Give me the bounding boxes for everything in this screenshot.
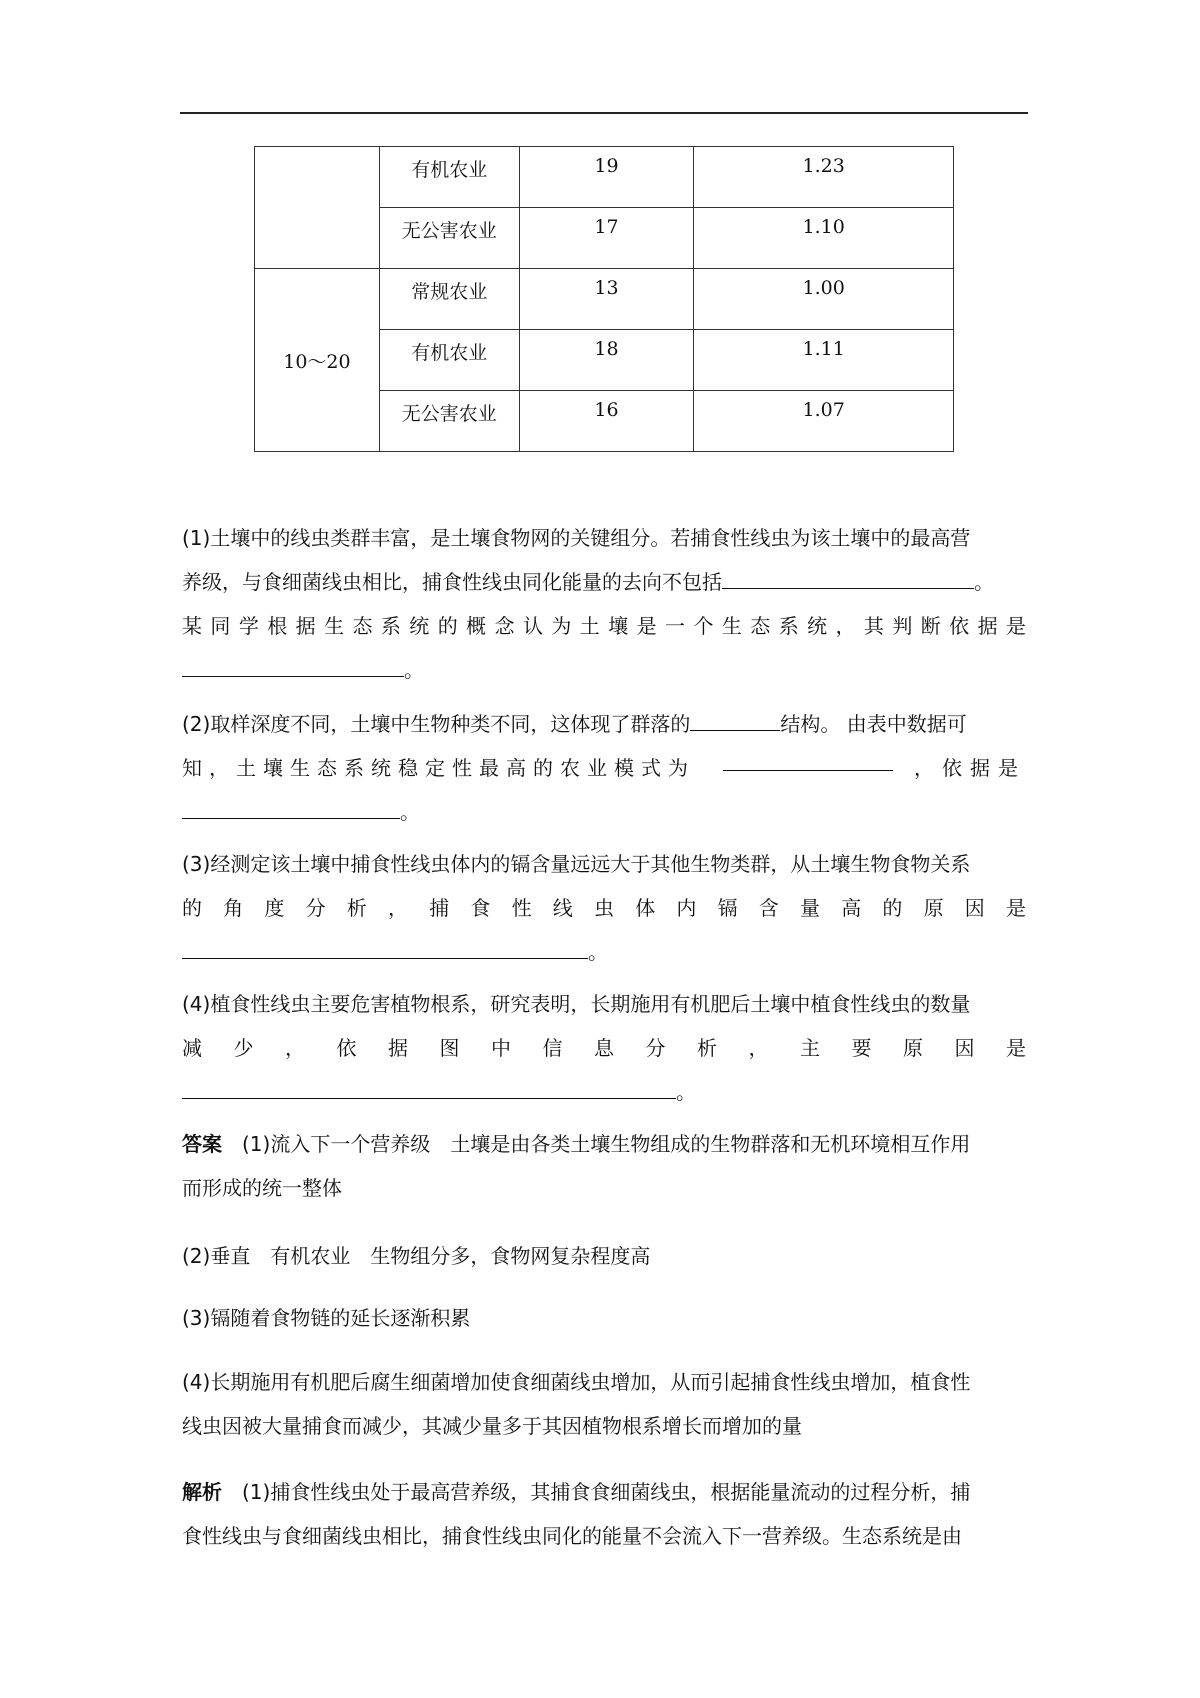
index-cell: 1.11 [694,330,954,391]
index-cell: 1.07 [694,391,954,452]
analysis-block [182,1470,1026,1558]
question-2-line-3: 。 [182,790,1026,834]
question-1-line-1: (1)土壤中的线虫类群丰富，是土壤食物网的关键组分。若捕食性线虫为该土壤中的最高营 [182,526,971,550]
analysis-line-1: 解析 (1)捕食性线虫处于最高营养级，其捕食食细菌线虫，根据能量流动的过程分析，捕 [182,1480,971,1504]
answer-4 [182,1360,1026,1448]
depth-cell: 10～20 [255,269,380,452]
question-3-line-3: 。 [182,930,1026,974]
depth-cell [255,147,380,269]
index-cell: 1.10 [694,208,954,269]
answer-blank [182,934,588,959]
answer-blank [723,746,893,771]
mode-cell: 无公害农业 [379,208,519,269]
question-2-line-1: (2)取样深度不同，土壤中生物种类不同，这体现了群落的 结构。 由表中数据可 [182,702,1026,746]
question-4-line-2: 减少，依据图中信息分析，主要原因是 [182,1036,1026,1060]
question-4-line-1: (4)植食性线虫主要危害植物根系，研究表明，长期施用有机肥后土壤中植食性线虫的数量 [182,992,971,1016]
question-2 [182,702,1026,834]
mode-cell: 有机农业 [379,330,519,391]
question-3-line-1: (3)经测定该土壤中捕食性线虫体内的镉含量远远大于其他生物类群，从土壤生物食物关系 [182,852,971,876]
answer-4-line-2: 线虫因被大量捕食而减少，其减少量多于其因植物根系增长而增加的量 [182,1414,802,1438]
index-cell: 1.23 [694,147,954,208]
species-cell: 17 [519,208,694,269]
question-3 [182,842,1026,974]
question-1-line-4: 。 [182,648,1026,692]
table-row [255,269,954,330]
answer-2-line: (2)垂直 有机农业 生物组分多，食物网复杂程度高 [182,1244,651,1268]
answer-label: 答案 [182,1132,222,1156]
answer-line-2: 而形成的统一整体 [182,1176,342,1200]
answer-blank [182,1074,676,1099]
table-row [255,147,954,208]
analysis-label: 解析 [182,1480,222,1504]
answer-blank [182,652,404,677]
answer-block [182,1122,1026,1210]
question-3-line-2: 的角度分析，捕食性线虫体内镉含量高的原因是 [182,896,1026,920]
mode-cell: 有机农业 [379,147,519,208]
species-cell: 18 [519,330,694,391]
answer-line-1: 答案 (1)流入下一个营养级 土壤是由各类土壤生物组成的生物群落和无机环境相互作用 [182,1132,971,1156]
answer-4-line-1: (4)长期施用有机肥后腐生细菌增加使食细菌线虫增加，从而引起捕食性线虫增加，植食性 [182,1370,971,1394]
data-table [254,146,954,452]
mode-cell: 无公害农业 [379,391,519,452]
question-4-line-3: 。 [182,1070,1026,1114]
question-1-line-2: 养级，与食细菌线虫相比，捕食性线虫同化能量的去向不包括 。 [182,560,1026,604]
index-cell: 1.00 [694,269,954,330]
question-2-line-2: 知，土壤生态系统稳定性最高的农业模式为 ，依据是 [182,746,1026,790]
question-1-line-3: 某同学根据生态系统的概念认为土壤是一个生态系统，其判断依据是 [182,614,1026,638]
mode-cell: 常规农业 [379,269,519,330]
answer-blank [690,706,780,731]
answer-blank [722,564,974,589]
header-rule [180,112,1028,114]
species-cell: 13 [519,269,694,330]
answer-3-line: (3)镉随着食物链的延长逐渐积累 [182,1306,471,1330]
species-cell: 16 [519,391,694,452]
answer-3 [182,1296,1026,1340]
answer-2 [182,1234,1026,1278]
answer-blank [182,794,400,819]
question-4 [182,982,1026,1114]
species-cell: 19 [519,147,694,208]
analysis-line-2: 食性线虫与食细菌线虫相比，捕食性线虫同化的能量不会流入下一营养级。生态系统是由 [182,1524,962,1548]
question-1 [182,516,1026,692]
